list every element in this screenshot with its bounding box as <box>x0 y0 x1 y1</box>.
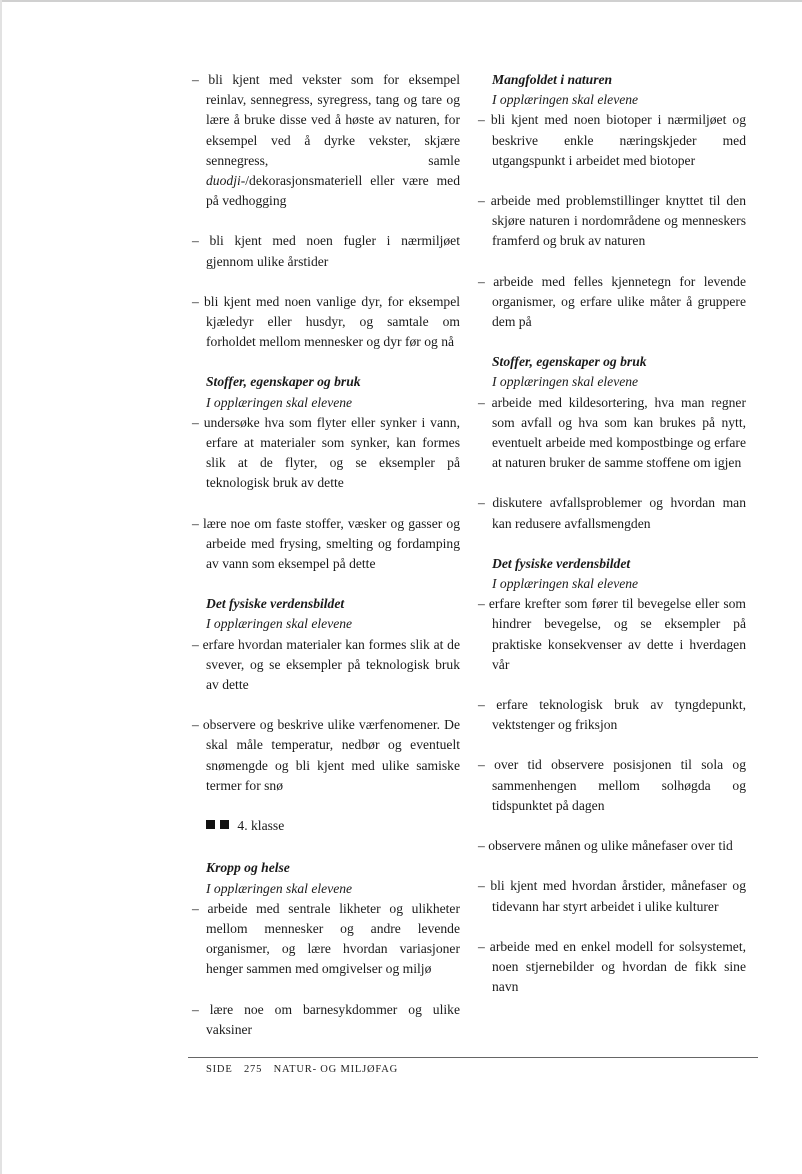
list-item: – arbeide med kildesortering, hva man regner som avfall og hva som kan brukes på nytt, eventuelt arbeide med kompostbinge og erfare at naturen bruker de samme stoffene om igjen <box>478 394 746 471</box>
list-item: – erfare teknologisk bruk av tyngdepunkt, vektstenger og friksjon <box>478 697 746 733</box>
section-fysiske <box>192 594 460 796</box>
list-item: – bli kjent med hvordan årstider, månefaser og tidevann har styrt arbeidet i ulike kulturer <box>478 878 746 914</box>
section-subheading: I opplæringen skal elevene <box>206 616 353 632</box>
section-subheading: I opplæringen skal elevene <box>492 374 639 390</box>
list-item: – bli kjent med vekster som for eksempel reinlav, sennegress, syregress, tang og tare og lære å bruke disse ved å høste av naturen, for eksempel ved å dyrke vekster, skjære sennegress, samle duodji-/dekorasjonsmateriell eller være med på vedhogging <box>192 72 460 209</box>
footer-subject: NATUR- OG MILJØFAG <box>273 1064 399 1075</box>
section-heading: Stoffer, egenskaper og bruk <box>206 374 361 390</box>
square-bullet-icon <box>220 820 229 829</box>
list-item: – bli kjent med noen fugler i nærmiljøet gjennom ulike årstider <box>192 233 460 269</box>
section-heading: Stoffer, egenskaper og bruk <box>492 354 647 370</box>
section-subheading: I opplæringen skal elevene <box>206 880 353 896</box>
section-subheading: I opplæringen skal elevene <box>492 92 639 108</box>
section-heading: Det fysiske verdensbildet <box>206 596 345 612</box>
section-stoffer <box>192 372 460 574</box>
list-item: – observere månen og ulike månefaser over tid <box>478 838 733 854</box>
footer-side-label: SIDE <box>206 1064 233 1075</box>
section-subheading: I opplæringen skal elevene <box>206 394 353 410</box>
page-edge <box>0 0 2 1174</box>
list-item: – observere og beskrive ulike værfenomener. De skal måle temperatur, nedbør og eventuelt snømengde og bli kjent med ulike samiske termer for snø <box>192 717 460 793</box>
section-heading: Det fysiske verdensbildet <box>492 555 631 571</box>
grade-heading: 4. klasse <box>192 816 460 836</box>
list-item: – arbeide med en enkel modell for solsystemet, noen stjernebilder og hvordan de fikk sine navn <box>478 938 746 995</box>
section-subheading: I opplæringen skal elevene <box>492 576 639 592</box>
section-kropp <box>192 858 460 1040</box>
page-footer <box>206 1064 406 1075</box>
list-item: – erfare krefter som fører til bevegelse eller som hindrer bevegelse, og se eksempler på praktiske konsekvenser av dette i hverdagen vår <box>478 596 746 672</box>
list-item: – bli kjent med noen vanlige dyr, for eksempel kjæledyr eller husdyr, og samtale om forholdet mellom mennesker og dyr før og nå <box>192 293 460 350</box>
list-item: – undersøke hva som flyter eller synker i vann, erfare at materialer som synker, kan formes slik at de flyter, og se eksempler på teknologisk bruk av dette <box>192 414 460 491</box>
square-bullet-icon <box>206 820 215 829</box>
section-heading: Mangfoldet i naturen <box>492 72 613 87</box>
section-fysiske-right <box>478 554 746 997</box>
list-item: – lære noe om barnesykdommer og ulike vaksiner <box>192 1001 460 1037</box>
list-item: – bli kjent med noen biotoper i nærmiljøet og beskrive enkle næringskjeder med utgangspunkt i arbeidet med biotoper <box>478 112 746 168</box>
list-item: – arbeide med problemstillinger knyttet til den skjøre naturen i nordområdene og menneskers framferd og bruk av naturen <box>478 193 746 249</box>
list-item: – over tid observere posisjonen til sola og sammenhengen mellom solhøgda og tidspunktet på dagen <box>478 757 746 813</box>
section-stoffer-right <box>478 352 746 534</box>
left-column <box>192 70 460 1060</box>
list-item: – arbeide med sentrale likheter og ulikheter mellom mennesker og andre levende organismer, og lære hvordan variasjoner henger sammen med omgivelser og miljø <box>192 900 460 977</box>
footer-rule <box>188 1057 758 1058</box>
page-number: 275 <box>243 1064 263 1075</box>
italic-term: duodji <box>206 173 241 189</box>
top-edge-line <box>0 0 802 2</box>
list-item: – erfare hvordan materialer kan formes slik at de svever, og se eksempler på teknologisk bruk av dette <box>192 636 460 693</box>
section-mangfoldet <box>478 70 746 332</box>
right-column <box>478 70 746 1017</box>
list-item: – lære noe om faste stoffer, væsker og gasser og arbeide med frysing, smelting og fordamping av vann som eksempel på dette <box>192 515 460 572</box>
section-heading: Kropp og helse <box>206 860 290 876</box>
list-item: – arbeide med felles kjennetegn for levende organismer, og erfare ulike måter å gruppere dem på <box>478 273 746 330</box>
list-item: – diskutere avfallsproblemer og hvordan man kan redusere avfallsmengden <box>478 495 746 531</box>
